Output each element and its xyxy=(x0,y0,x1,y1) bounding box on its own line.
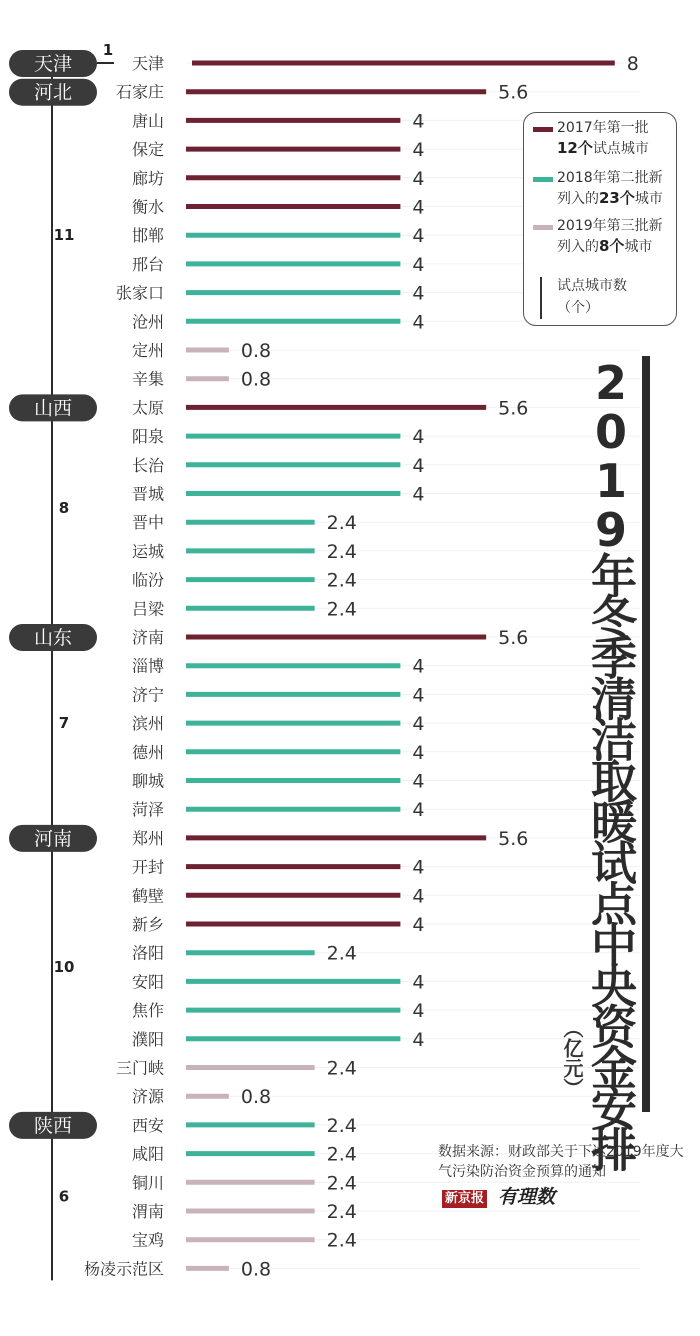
legend-count-marker xyxy=(540,277,542,319)
value-label: 5.6 xyxy=(498,397,529,420)
city-label: 开封 xyxy=(131,857,164,877)
city-label: 安阳 xyxy=(131,972,164,992)
value-label: 2.4 xyxy=(326,1143,357,1166)
city-label: 洛阳 xyxy=(131,943,164,963)
city-label: 焦作 xyxy=(131,1001,164,1021)
city-label: 廊坊 xyxy=(131,168,164,188)
value-label: 4 xyxy=(412,225,425,248)
legend-2018-suffix: 城市 xyxy=(634,191,663,207)
city-label: 杨凌示范区 xyxy=(83,1259,164,1279)
city-label: 邯郸 xyxy=(131,226,164,246)
city-label: 唐山 xyxy=(131,111,164,131)
value-label: 2.4 xyxy=(326,1172,357,1195)
legend-2019-line2 xyxy=(557,236,677,257)
city-label: 济南 xyxy=(131,628,164,647)
legend-2017-suffix: 试点城市 xyxy=(592,141,649,157)
legend-2017-count: 12个 xyxy=(557,139,593,157)
province-count: 8 xyxy=(58,498,70,517)
value-label: 4 xyxy=(412,799,425,822)
city-label: 滨州 xyxy=(131,714,164,734)
province-count: 7 xyxy=(58,714,70,733)
city-label: 濮阳 xyxy=(131,1029,164,1049)
legend-item-2018 xyxy=(557,168,677,209)
legend-item-2017 xyxy=(557,118,677,159)
value-label: 2.4 xyxy=(326,1114,357,1137)
city-label: 西安 xyxy=(131,1115,164,1135)
city-label: 淄博 xyxy=(131,656,164,676)
province-label: 河南 xyxy=(33,827,73,850)
logo-badge: 新京报 xyxy=(442,1190,487,1208)
city-label: 石家庄 xyxy=(115,82,164,102)
city-label: 长治 xyxy=(131,455,164,475)
legend-count-label xyxy=(557,275,627,319)
chart-title-block xyxy=(572,356,662,1167)
city-label: 衡水 xyxy=(131,197,164,217)
value-label: 2.4 xyxy=(326,598,357,621)
city-label: 咸阳 xyxy=(131,1144,164,1164)
value-label: 4 xyxy=(412,1028,425,1051)
value-label: 2.4 xyxy=(326,540,357,563)
value-label: 4 xyxy=(412,454,425,477)
city-label: 辛集 xyxy=(131,369,164,389)
province-count: 10 xyxy=(53,958,75,977)
legend-2017-line2 xyxy=(557,138,677,159)
city-label: 太原 xyxy=(131,398,164,418)
value-label: 0.8 xyxy=(240,368,272,391)
city-label: 临汾 xyxy=(131,570,164,590)
legend-item-2019 xyxy=(557,216,677,257)
unit-label: （亿元） xyxy=(560,1018,584,1098)
legend-2018-count: 23个 xyxy=(599,189,635,207)
value-label: 5.6 xyxy=(498,81,529,104)
province-count: 6 xyxy=(58,1187,70,1206)
city-label: 吕梁 xyxy=(131,599,164,619)
value-label: 4 xyxy=(412,770,425,793)
logo-script: 有理数 xyxy=(498,1186,556,1208)
city-label: 运城 xyxy=(131,541,164,561)
value-label: 2.4 xyxy=(326,569,357,592)
city-label: 天津 xyxy=(131,54,164,73)
value-label: 0.8 xyxy=(240,1258,272,1281)
province-label: 陕西 xyxy=(33,1114,73,1137)
city-label: 晋中 xyxy=(131,513,164,533)
province-label: 河北 xyxy=(33,81,73,104)
value-label: 4 xyxy=(412,167,425,190)
city-label: 济源 xyxy=(131,1087,164,1107)
legend-2017-line1: 2017年第一批 xyxy=(557,120,649,136)
city-label: 阳泉 xyxy=(131,427,164,447)
value-label: 4 xyxy=(412,311,425,334)
value-label: 4 xyxy=(412,713,425,736)
city-label: 铜川 xyxy=(131,1173,164,1193)
value-label: 2.4 xyxy=(326,512,357,535)
province-count: 1 xyxy=(102,41,114,59)
legend-swatch-2017 xyxy=(533,127,553,132)
legend-2018-line1: 2018年第二批新 xyxy=(557,170,663,186)
city-label: 晋城 xyxy=(131,484,164,504)
city-label: 沧州 xyxy=(131,312,164,332)
value-label: 8 xyxy=(626,53,639,75)
value-label: 5.6 xyxy=(498,627,529,649)
province-count: 11 xyxy=(53,226,75,245)
value-label: 2.4 xyxy=(326,1057,357,1080)
legend-2019-count: 8个 xyxy=(599,237,625,255)
title-rule xyxy=(642,356,650,1112)
value-label: 2.4 xyxy=(326,942,357,965)
value-label: 4 xyxy=(412,1000,425,1023)
city-label: 渭南 xyxy=(131,1202,164,1221)
value-label: 2.4 xyxy=(326,1201,357,1223)
city-label: 定州 xyxy=(131,341,164,360)
city-label: 三门峡 xyxy=(115,1058,164,1078)
value-label: 4 xyxy=(412,139,425,162)
city-label: 鹤壁 xyxy=(131,886,164,906)
city-label: 菏泽 xyxy=(131,800,164,820)
city-label: 新乡 xyxy=(131,915,164,934)
province-label: 山西 xyxy=(33,397,73,420)
value-label: 4 xyxy=(412,684,425,707)
city-label: 郑州 xyxy=(131,828,164,848)
value-label: 4 xyxy=(412,885,425,908)
value-label: 4 xyxy=(412,483,425,506)
legend xyxy=(523,112,677,326)
city-label: 聊城 xyxy=(131,771,164,791)
value-label: 4 xyxy=(412,196,425,219)
value-label: 4 xyxy=(412,110,425,133)
city-label: 济宁 xyxy=(131,685,164,705)
chart-title: 2019年冬季清洁取暖试点中央资金安排 xyxy=(584,356,638,1167)
legend-2019-prefix: 列入的 xyxy=(557,239,599,255)
city-label: 宝鸡 xyxy=(131,1230,164,1250)
value-label: 4 xyxy=(412,282,425,305)
legend-2018-line2 xyxy=(557,188,677,209)
legend-2019-line1: 2019年第三批新 xyxy=(557,218,663,234)
value-label: 0.8 xyxy=(240,1086,272,1109)
legend-2018-prefix: 列入的 xyxy=(557,191,599,207)
value-label: 5.6 xyxy=(498,827,529,850)
value-label: 4 xyxy=(412,741,425,764)
legend-swatch-2018 xyxy=(533,177,553,182)
data-source: 数据来源：财政部关于下达2019年度大气污染防治资金预算的通知 xyxy=(438,1144,684,1180)
value-label: 4 xyxy=(412,856,425,879)
legend-count-line1: 试点城市数 xyxy=(557,278,627,294)
value-label: 4 xyxy=(412,971,425,994)
value-label: 4 xyxy=(412,655,425,678)
city-label: 邢台 xyxy=(131,254,164,274)
province-label: 山东 xyxy=(33,627,73,649)
province-label: 天津 xyxy=(33,53,73,75)
legend-count-line2: （个） xyxy=(557,300,599,316)
city-label: 保定 xyxy=(131,140,164,160)
legend-2019-suffix: 城市 xyxy=(624,239,653,255)
value-label: 4 xyxy=(412,914,425,936)
value-label: 2.4 xyxy=(326,1229,357,1252)
legend-swatch-2019 xyxy=(533,225,553,230)
value-label: 4 xyxy=(412,253,425,276)
city-label: 德州 xyxy=(131,742,164,762)
city-label: 张家口 xyxy=(115,283,164,303)
value-label: 4 xyxy=(412,426,425,449)
value-label: 0.8 xyxy=(240,340,272,362)
